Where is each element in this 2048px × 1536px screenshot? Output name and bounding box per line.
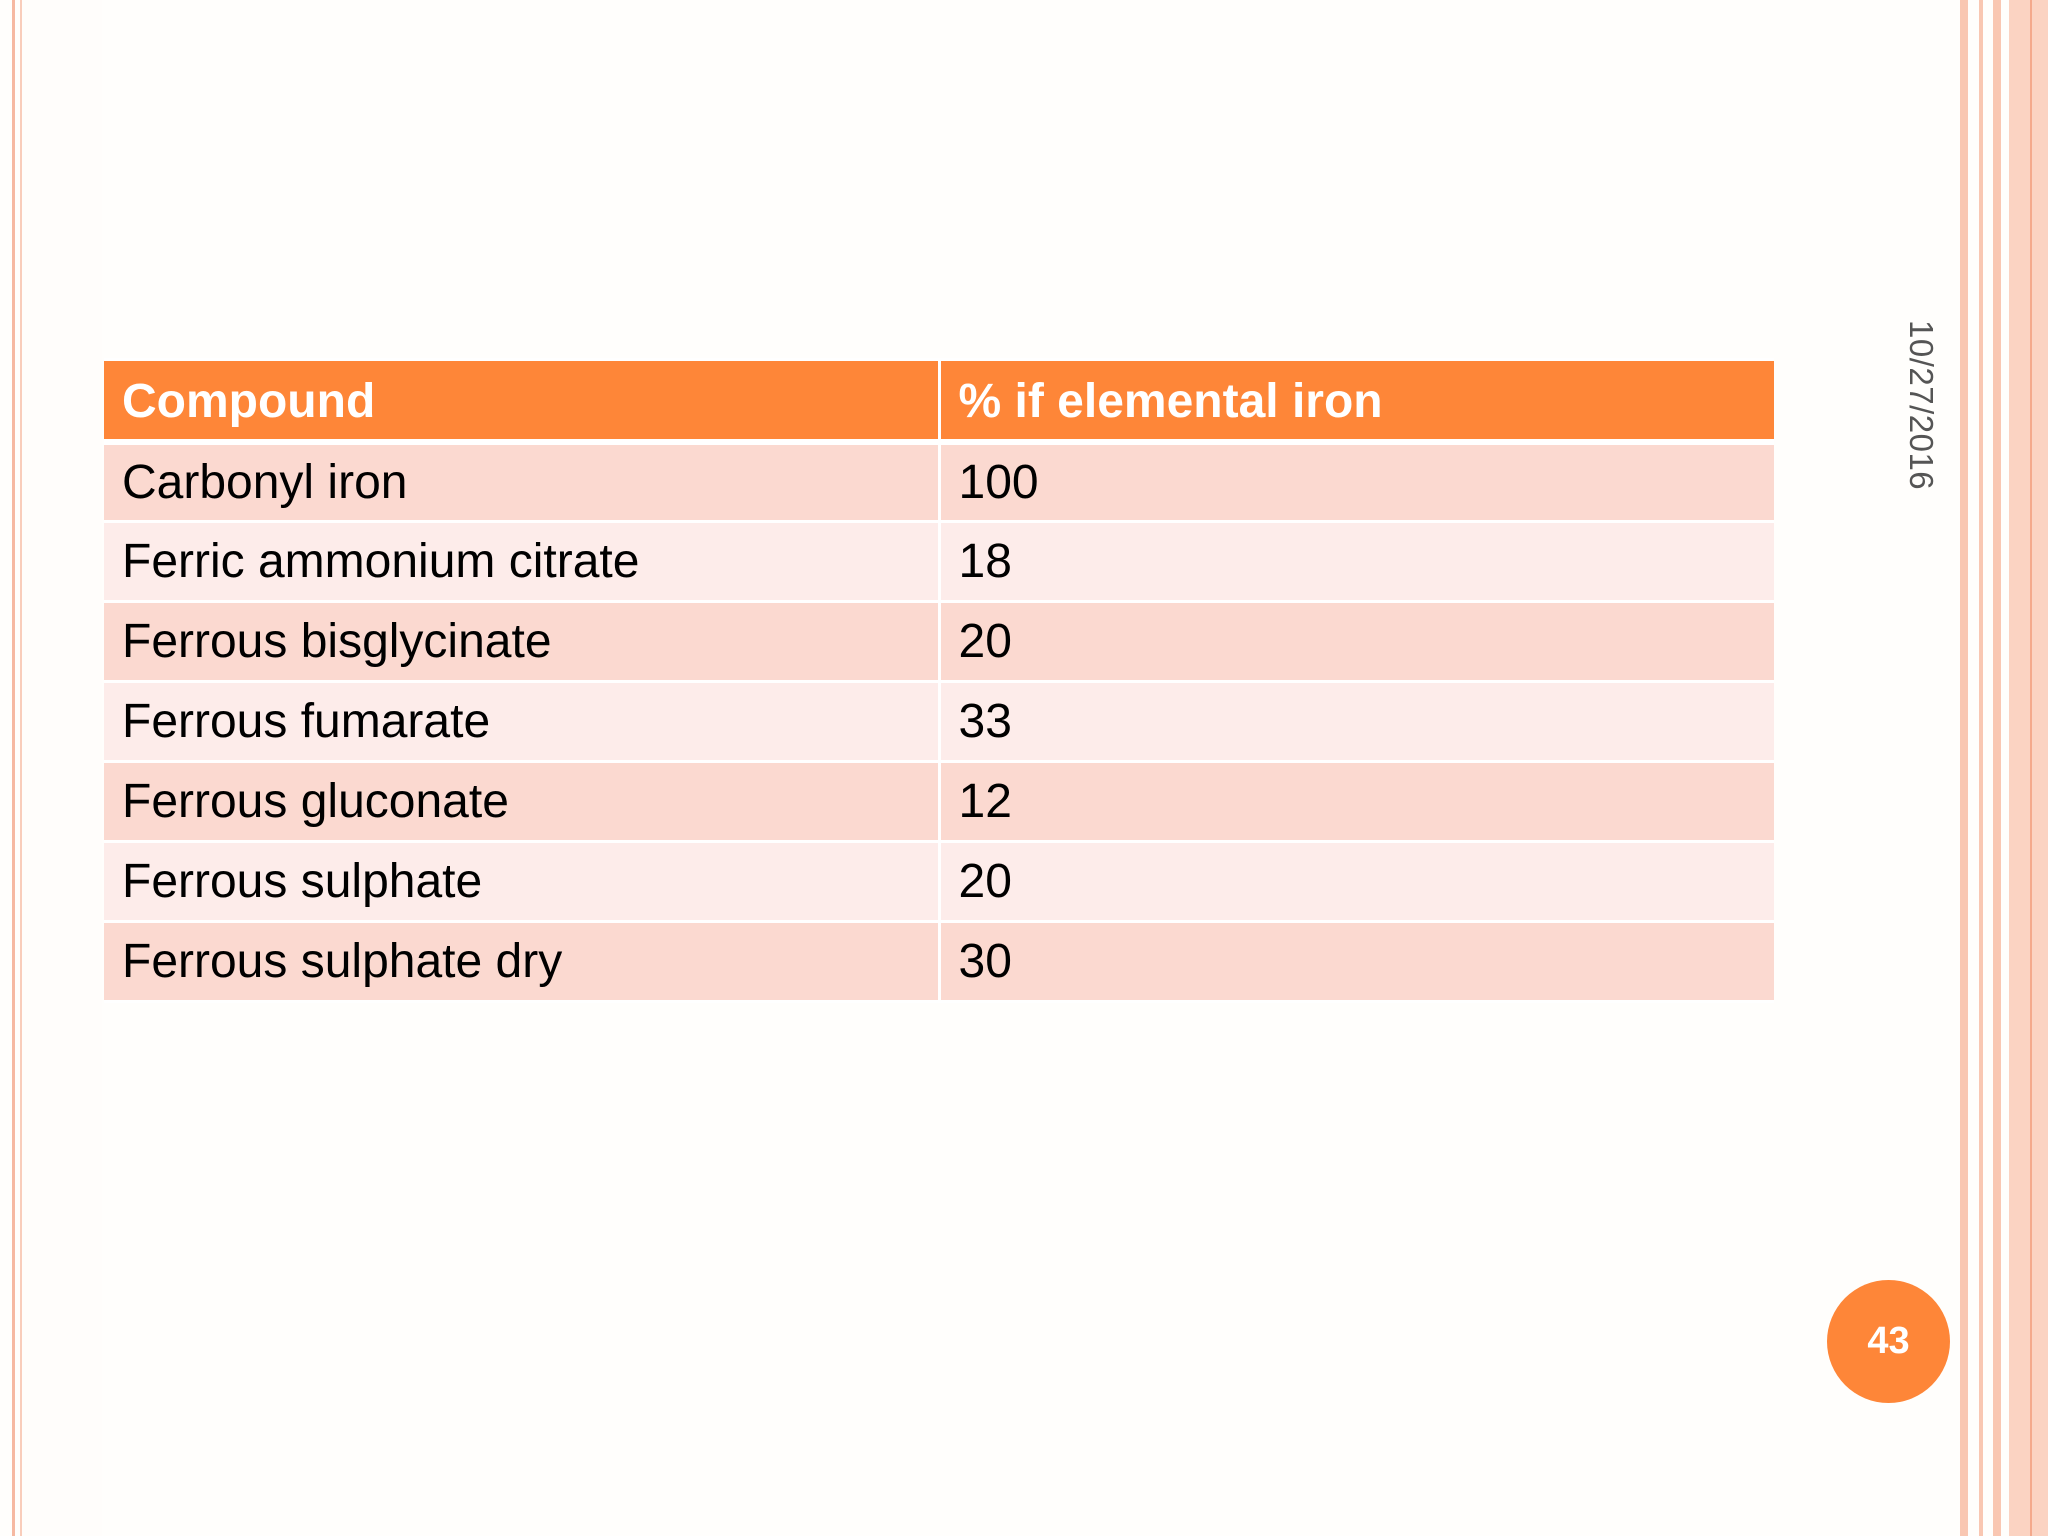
right-border-line-1 bbox=[1960, 0, 1968, 1536]
percent-cell: 33 bbox=[939, 682, 1774, 762]
right-border-line-2 bbox=[1979, 0, 1983, 1536]
percent-cell: 20 bbox=[939, 842, 1774, 922]
table-row bbox=[104, 922, 1774, 1002]
compound-cell: Ferrous sulphate dry bbox=[104, 922, 939, 1002]
table-row bbox=[104, 602, 1774, 682]
compound-cell: Ferric ammonium citrate bbox=[104, 522, 939, 602]
percent-cell: 20 bbox=[939, 602, 1774, 682]
table-row bbox=[104, 762, 1774, 842]
percent-cell: 100 bbox=[939, 442, 1774, 522]
compound-cell: Carbonyl iron bbox=[104, 442, 939, 522]
right-border-band-line bbox=[2030, 0, 2032, 1536]
table-row bbox=[104, 442, 1774, 522]
percent-cell: 12 bbox=[939, 762, 1774, 842]
compound-cell: Ferrous fumarate bbox=[104, 682, 939, 762]
right-border-line-3 bbox=[1993, 0, 2001, 1536]
compound-cell: Ferrous bisglycinate bbox=[104, 602, 939, 682]
right-border-band bbox=[2009, 0, 2048, 1536]
table-row bbox=[104, 522, 1774, 602]
table-header-row bbox=[104, 360, 1774, 442]
table-row bbox=[104, 842, 1774, 922]
iron-compounds-table bbox=[104, 358, 1774, 1003]
left-border-line bbox=[12, 0, 15, 1536]
percent-cell: 30 bbox=[939, 922, 1774, 1002]
left-margin-panel bbox=[22, 0, 102, 1536]
header-elemental-iron: % if elemental iron bbox=[939, 360, 1774, 442]
page-number: 43 bbox=[1867, 1320, 1910, 1362]
percent-cell: 18 bbox=[939, 522, 1774, 602]
table-row bbox=[104, 682, 1774, 762]
page-number-badge bbox=[1827, 1280, 1950, 1403]
compound-cell: Ferrous gluconate bbox=[104, 762, 939, 842]
header-compound: Compound bbox=[104, 360, 939, 442]
compound-cell: Ferrous sulphate bbox=[104, 842, 939, 922]
slide-date: 10/27/2016 bbox=[1903, 320, 1940, 491]
left-border-line-inner bbox=[20, 0, 22, 1536]
